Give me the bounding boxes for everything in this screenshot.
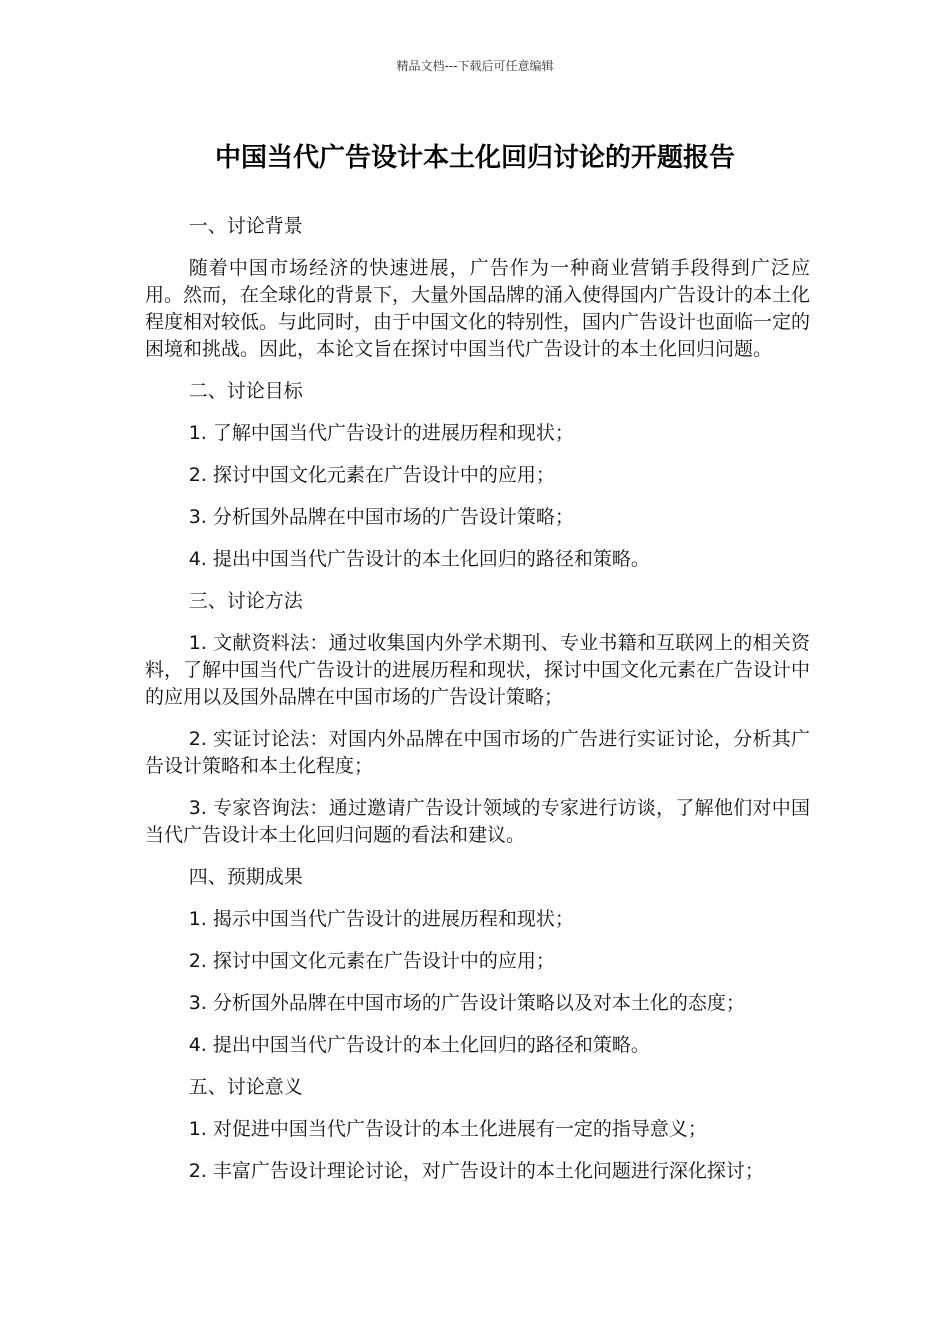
- list-item: 2. 实证讨论法：对国内外品牌在中国市场的广告进行实证讨论，分析其广告设计策略和本土化程度；: [145, 728, 810, 777]
- list-item: 3. 分析国外品牌在中国市场的广告设计策略；: [188, 506, 574, 528]
- list-item: 2. 丰富广告设计理论讨论，对广告设计的本土化问题进行深化探讨；: [188, 1160, 764, 1182]
- list-item: 1. 文献资料法：通过收集国内外学术期刊、专业书籍和互联网上的相关资料，了解中国当代广告设计的进展历程和现状，探讨中国文化元素在广告设计中的应用以及国外品牌在中国市场的广告设计策略；: [145, 632, 811, 708]
- section-goals: [145, 378, 810, 573]
- document-title: 中国当代广告设计本土化回归讨论的开题报告: [214, 143, 735, 173]
- list-item: 1. 了解中国当代广告设计的进展历程和现状；: [188, 422, 574, 444]
- section-background: [145, 213, 810, 363]
- document-body: [145, 213, 810, 1200]
- section-heading: 四、预期成果: [188, 866, 303, 888]
- section-methods: [145, 588, 810, 849]
- list-item: 4. 提出中国当代广告设计的本土化回归的路径和策略。: [188, 1034, 650, 1056]
- section-heading: 三、讨论方法: [188, 590, 303, 612]
- list-item: 2. 探讨中国文化元素在广告设计中的应用；: [188, 950, 555, 972]
- paragraph: 随着中国市场经济的快速进展，广告作为一种商业营销手段得到广泛应用。然而，在全球化的背景下，大量外国品牌的涌入使得国内广告设计的本土化程度相对较低。与此同时，由于中国文化的特别性，国内广告设计也面临一定的困境和挑战。因此，本论文旨在探讨中国当代广告设计的本土化回归问题。: [145, 257, 811, 360]
- list-item: 4. 提出中国当代广告设计的本土化回归的路径和策略。: [188, 548, 650, 570]
- section-expected-results: [145, 864, 810, 1059]
- list-item: 3. 专家咨询法：通过邀请广告设计领域的专家进行访谈，了解他们对中国当代广告设计本土化回归问题的看法和建议。: [145, 797, 810, 846]
- section-heading: 二、讨论目标: [188, 380, 303, 402]
- section-significance: [145, 1074, 810, 1185]
- list-item: 1. 对促进中国当代广告设计的本土化进展有一定的指导意义；: [188, 1118, 707, 1140]
- section-heading: 一、讨论背景: [188, 215, 303, 237]
- list-item: 2. 探讨中国文化元素在广告设计中的应用；: [188, 464, 555, 486]
- header-note: 精品文档---下载后可任意编辑: [396, 59, 554, 73]
- list-item: 1. 揭示中国当代广告设计的进展历程和现状；: [188, 908, 574, 930]
- list-item: 3. 分析国外品牌在中国市场的广告设计策略以及对本土化的态度；: [188, 992, 745, 1014]
- section-heading: 五、讨论意义: [188, 1076, 303, 1098]
